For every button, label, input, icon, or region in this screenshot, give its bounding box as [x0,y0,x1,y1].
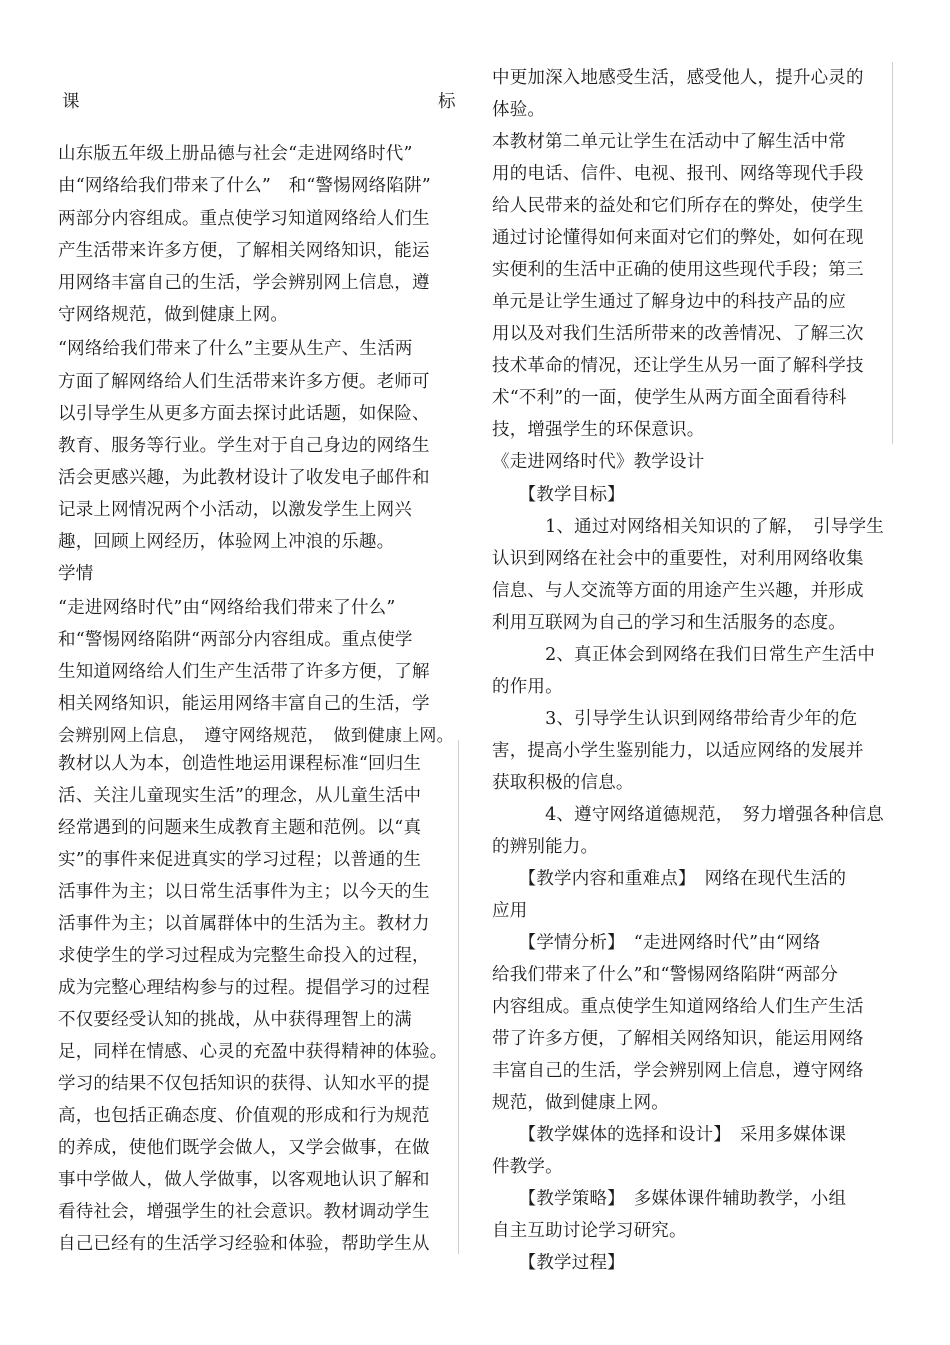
left-text-line: 方面了解网络给人们生活带来许多方便。老师可 [58,372,430,392]
right-text-line: 技，增强学生的环保意识。 [492,420,705,440]
left-text-line: 足，同样在情感、心灵的充盈中获得精神的体验。 [58,1042,448,1062]
left-text-line: “网络给我们带来了什么”主要从生产、生活两 [58,339,413,359]
left-text-line: 成为完整心理结构参与的过程。提倡学习的过程 [58,978,430,998]
right-text-line: 获取积极的信息。 [492,773,634,793]
right-text-line: 害，提高小学生鉴别能力，以适应网络的发展并 [492,741,864,761]
left-text-line: 趣，回顾上网经历，体验网上冲浪的乐趣。 [58,532,395,552]
right-text-line: 丰富自己的生活，学会辨别网上信息，遵守网络 [492,1061,864,1081]
right-text-line: 实便利的生活中正确的使用这些现代手段；第三 [492,260,864,280]
right-column-rule [892,62,893,444]
right-text-line: 【教学过程】 [492,1253,625,1273]
right-text-line: 术“不利”的一面，使学生从两方面全面看待科 [492,388,847,408]
left-text-line: 自己已经有的生活学习经验和体验，帮助学生从 [58,1234,430,1254]
left-text-line: 活事件为主；以日常生活事件为主；以今天的生 [58,882,430,902]
left-text-line: “走进网络时代”由“网络给我们带来了什么” [58,598,396,618]
left-text-line: 的养成，使他们既学会做人，又学会做事，在做 [58,1138,430,1158]
left-text-line: 记录上网情况两个小活动，以激发学生上网兴 [58,500,412,520]
right-text-line: 中更加深入地感受生活，感受他人，提升心灵的 [492,68,864,88]
right-text-line: 1、通过对网络相关知识的了解， 引导学生 [492,517,884,537]
right-text-line: 自主互助讨论学习研究。 [492,1221,687,1241]
left-text-line: 相关网络知识，能运用网络丰富自己的生活，学 [58,694,430,714]
right-text-line: 认识到网络在社会中的重要性，对利用网络收集 [492,549,864,569]
right-text-line: 用以及对我们生活所带来的改善情况、了解三次 [492,324,864,344]
right-text-line: 通过讨论懂得如何来面对它们的弊处，如何在现 [492,228,864,248]
left-text-line: 看待社会，增强学生的社会意识。教材调动学生 [58,1202,430,1222]
right-text-line: 【学情分析】 “走进网络时代”由“网络 [492,933,821,953]
right-text-line: 《走进网络时代》教学设计 [492,452,705,472]
left-text-line: 不仅要经受认知的挑战，从中获得理智上的满 [58,1010,412,1030]
right-text-line: 【教学目标】 [492,485,625,505]
right-text-line: 3、引导学生认识到网络带给青少年的危 [492,709,858,729]
left-text-line: 以引导学生从更多方面去探讨此话题，如保险、 [58,404,430,424]
left-text-line: 事中学做人，做人学做事，以客观地认识了解和 [58,1170,430,1190]
left-text-line: 学习的结果不仅包括知识的获得、认知水平的提 [58,1074,430,1094]
left-text-line: 活、关注儿童现实生活”的理念，从儿童生活中 [58,786,422,806]
right-text-line: 内容组成。重点使学生知道网络给人们生产生活 [492,997,864,1017]
right-text-line: 件教学。 [492,1157,563,1177]
right-text-line: 利用互联网为自己的学习和生活服务的态度。 [492,613,846,633]
left-text-line: 求使学生的学习过程成为完整生命投入的过程， [58,946,430,966]
left-text-line: 学情 [58,564,94,584]
right-text-line: 2、真正体会到网络在我们日常生产生活中 [492,645,876,665]
right-text-line: 体验。 [492,100,546,120]
left-text-line: 用网络丰富自己的生活，学会辨别网上信息，遵 [58,273,430,293]
right-text-line: 用的电话、信件、电视、报刊、网络等现代手段 [492,164,864,184]
left-text-line: 产生活带来许多方便，了解相关网络知识，能运 [58,241,430,261]
left-text-line: 活会更感兴趣，为此教材设计了收发电子邮件和 [58,468,430,488]
left-column-rule [458,740,459,1254]
right-text-line: 给我们带来了什么”和“警惕网络陷阱“两部分 [492,965,839,985]
header-biao: 标 [438,92,456,112]
right-text-line: 本教材第二单元让学生在活动中了解生活中常 [492,132,846,152]
right-text-line: 技术革命的情况，还让学生从另一面了解科学技 [492,356,864,376]
right-text-line: 【教学媒体的选择和设计】 采用多媒体课 [492,1125,847,1145]
left-text-line: 经常遇到的问题来生成教育主题和范例。以“真 [58,818,422,838]
right-text-line: 应用 [492,901,528,921]
right-text-line: 规范，做到健康上网。 [492,1093,669,1113]
right-text-line: 信息、与人交流等方面的用途产生兴趣，并形成 [492,581,864,601]
left-text-line: 教材以人为本，创造性地运用课程标准“回归生 [58,754,422,774]
left-text-line: 和“警惕网络陷阱“两部分内容组成。重点使学 [58,630,413,650]
left-text-line: 会辨别网上信息， 遵守网络规范， 做到健康上网。 [58,726,454,746]
left-text-line: 生知道网络给人们生产生活带了许多方便，了解 [58,662,430,682]
right-text-line: 给人民带来的益处和它们所存在的弊处，使学生 [492,196,864,216]
right-text-line: 【教学策略】 多媒体课件辅助教学，小组 [492,1189,847,1209]
left-text-line: 高，也包括正确态度、价值观的形成和行为规范 [58,1106,430,1126]
header-ke: 课 [62,92,80,112]
left-text-line: 由“网络给我们带来了什么” 和“警惕网络陷阱” [58,176,431,196]
left-text-line: 实”的事件来促进真实的学习过程；以普通的生 [58,850,422,870]
left-text-line: 山东版五年级上册品德与社会“走进网络时代” [58,144,413,164]
right-text-line: 带了许多方便，了解相关网络知识，能运用网络 [492,1029,864,1049]
right-text-line: 4、遵守网络道德规范， 努力增强各种信息 [492,805,884,825]
right-text-line: 的辨别能力。 [492,837,599,857]
right-text-line: 的作用。 [492,677,563,697]
left-text-line: 教育、服务等行业。学生对于自己身边的网络生 [58,436,430,456]
left-text-line: 活事件为主；以首属群体中的生活为主。教材力 [58,914,430,934]
left-text-line: 守网络规范，做到健康上网。 [58,305,289,325]
right-text-line: 【教学内容和重难点】 网络在现代生活的 [492,869,847,889]
left-text-line: 两部分内容组成。重点使学习知道网络给人们生 [58,209,430,229]
right-text-line: 单元是让学生通过了解身边中的科技产品的应 [492,292,846,312]
